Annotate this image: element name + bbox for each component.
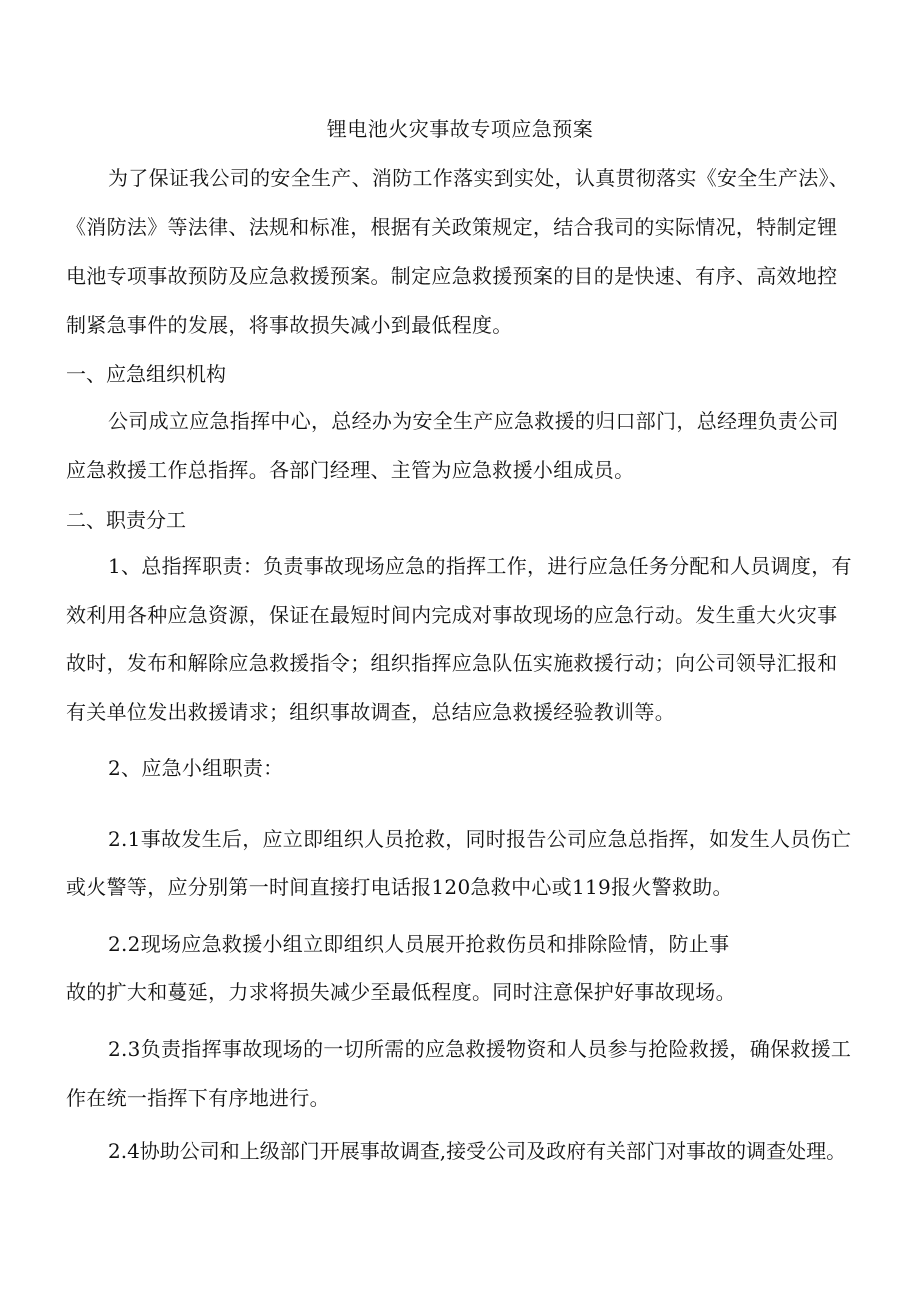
item2-2-line-1: 2.2现场应急救援小组立即组织人员展开抢救伤员和排除险情，防止事 (108, 932, 730, 956)
item1-line-2: 效利用各种应急资源，保证在最短时间内完成对事故现场的应急行动。发生重大火灾事 (66, 603, 838, 627)
section2-heading: 二、职责分工 (66, 508, 186, 532)
item2-3-line-2: 作在统一指挥下有序地进行。 (66, 1086, 330, 1110)
intro-line-1: 为了保证我公司的安全生产、消防工作落实到实处，认真贯彻落实《安全生产法》、 (108, 166, 850, 190)
item1-line-1: 1、总指挥职责：负责事故现场应急的指挥工作，进行应急任务分配和人员调度，有 (108, 554, 852, 578)
item1-line-3: 故时，发布和解除应急救援指令；组织指挥应急队伍实施救援行动；向公司领导汇报和 (66, 651, 838, 675)
section1-line-2: 应急救援工作总指挥。各部门经理、主管为应急救援小组成员。 (66, 458, 635, 482)
item2-1-line-1: 2.1事故发生后，应立即组织人员抢救，同时报告公司应急总指挥，如发生人员伤亡 (108, 827, 852, 851)
item2-heading: 2、应急小组职责： (108, 756, 284, 780)
item2-4-line-1: 2.4协助公司和上级部门开展事故调查,接受公司及政府有关部门对事故的调查处理。 (108, 1139, 847, 1163)
intro-line-4: 制紧急事件的发展，将事故损失减小到最低程度。 (66, 313, 513, 337)
item2-2-line-2: 故的扩大和蔓延，力求将损失减少至最低程度。同时注意保护好事故现场。 (66, 980, 736, 1004)
section1-line-1: 公司成立应急指挥中心，总经办为安全生产应急救援的归口部门，总经理负责公司 (108, 409, 839, 433)
item2-3-line-1: 2.3负责指挥事故现场的一切所需的应急救援物资和人员参与抢险救援，确保救援工 (108, 1037, 852, 1061)
section1-heading: 一、应急组织机构 (66, 362, 226, 386)
item1-line-4: 有关单位发出救援请求；组织事故调查，总结应急救援经验教训等。 (66, 700, 675, 724)
document-title: 锂电池火灾事故专项应急预案 (326, 117, 594, 141)
item2-1-line-2: 或火警等，应分别第一时间直接打电话报120急救中心或119报火警救助。 (66, 875, 733, 899)
intro-line-2: 《消防法》等法律、法规和标准，根据有关政策规定，结合我司的实际情况，特制定锂 (66, 215, 838, 239)
intro-line-3: 电池专项事故预防及应急救援预案。制定应急救援预案的目的是快速、有序、高效地控 (66, 264, 838, 288)
